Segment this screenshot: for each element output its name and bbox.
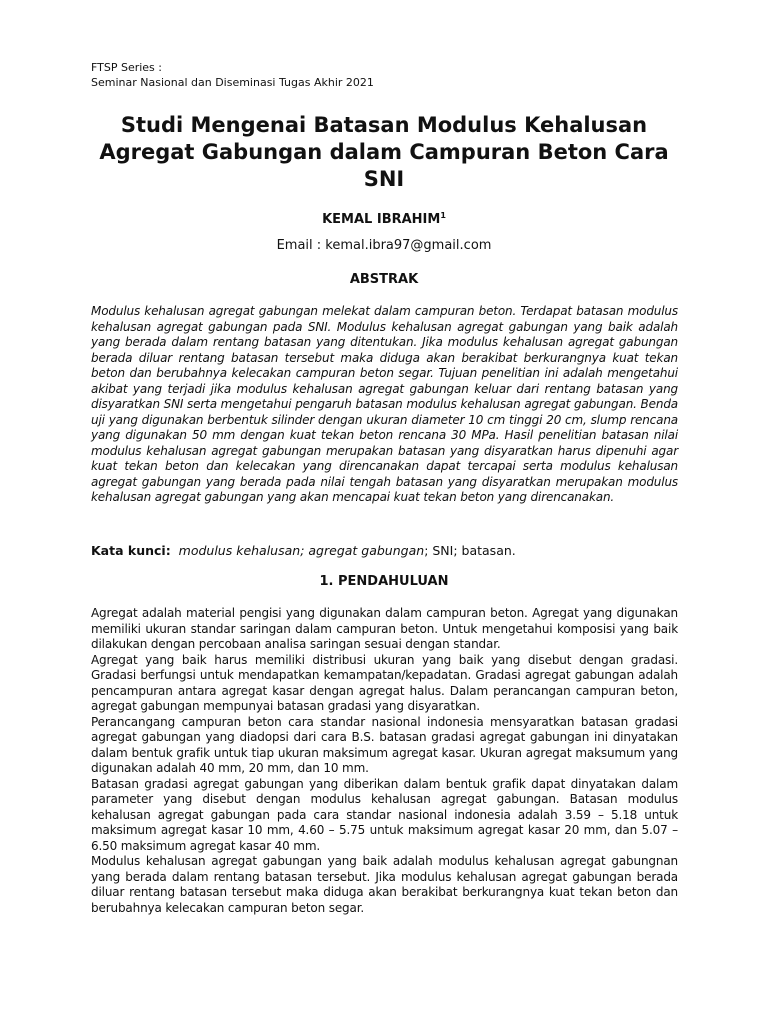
author-line bbox=[0, 208, 768, 228]
series-header bbox=[91, 60, 374, 90]
keywords-label: Kata kunci: bbox=[91, 543, 171, 558]
seminar-name: Seminar Nasional dan Diseminasi Tugas Akhir 2021 bbox=[91, 76, 374, 89]
intro-paragraph: Agregat yang baik harus memiliki distribusi ukuran yang baik yang disebut dengan gradasi. Gradasi berfungsi untuk mendapatkan kemampatan/kepadatan. Gradasi agregat gabungan adalah pencampuran antara agregat kasar dengan agregat halus. Dalam perancangan campuran beton, agregat gabungan mempunyai batasan gradasi yang disyaratkan. bbox=[91, 652, 678, 713]
section-heading-introduction: 1. PENDAHULUAN bbox=[319, 574, 449, 589]
series-label: FTSP Series : bbox=[91, 61, 162, 74]
keywords-italic-terms: modulus kehalusan; agregat gabungan bbox=[178, 543, 425, 558]
introduction-body bbox=[91, 606, 678, 916]
author-name: KEMAL IBRAHIM bbox=[322, 212, 441, 227]
intro-paragraph: Batasan gradasi agregat gabungan yang diberikan dalam bentuk grafik dapat dinyatakan dalam parameter yang disebut dengan modulus kehalusan agregat gabungan. Batasan modulus kehalusan agregat gabungan pada cara standar nasional indonesia adalah 3.59 – 5.18 untuk maksimum agregat kasar 10 mm, 4.60 – 5.75 untuk maksimum agregat kasar 20 mm, dan 5.07 – 6.50 maksimum agregat kasar 40 mm. bbox=[91, 776, 678, 853]
intro-paragraph: Perancangang campuran beton cara standar nasional indonesia mensyaratkan batasan gradasi agregat gabungan yang diadopsi dari cara B.S. batasan gradasi agregat gabungan ini dinyatakan dalam bentuk grafik untuk tiap ukuran maksimum agregat kasar. Ukuran agregat maksumum yang digunakan adalah 40 mm, 20 mm, dan 10 mm. bbox=[91, 714, 678, 775]
intro-paragraph: Agregat adalah material pengisi yang digunakan dalam campuran beton. Agregat yang digunakan memiliki ukuran standar saringan dalam campuran beton. Untuk mengetahui komposisi yang baik dilakukan dengan percobaan analisa saringan sesuai dengan standar. bbox=[91, 606, 678, 651]
keywords-line bbox=[91, 543, 691, 559]
abstract-heading: ABSTRAK bbox=[349, 272, 419, 287]
keywords-plain-terms: ; SNI; batasan. bbox=[424, 543, 516, 558]
paper-title: Studi Mengenai Batasan Modulus Kehalusan Agregat Gabungan dalam Campuran Beton Cara SNI bbox=[99, 113, 669, 191]
author-email: Email : kemal.ibra97@gmail.com bbox=[276, 238, 492, 253]
abstract-text: Modulus kehalusan agregat gabungan melekat dalam campuran beton. Terdapat batasan modulus kehalusan agregat gabungan pada SNI. Modulus kehalusan agregat gabungan yang baik adalah yang berada dalam rentang batasan yang ditentukan. Jika modulus kehalusan agregat gabungan berada diluar rentang batasan tersebut maka diduga akan berakibat berkurangnya kuat tekan beton dan berubahnya kelecakan campuran beton segar. Tujuan penelitian ini adalah mengetahui akibat yang terjadi jika modulus kehalusan agregat gabungan keluar dari rentang batasan yang disyaratkan SNI serta mengetahui pengaruh batasan modulus kehalusan agregat gabungan. Benda uji yang digunakan berbentuk silinder dengan ukuran diameter 10 cm tinggi 20 cm, slump rencana yang digunakan 50 mm dengan kuat tekan beton rencana 30 MPa. Hasil penelitian batasan nilai modulus kehalusan agregat gabungan merupakan batasan yang disyaratkan harus dipenuhi agar kuat tekan beton dan kelecakan yang direncanakan dapat tercapai serta modulus kehalusan agregat gabungan yang berada pada nilai tengah batasan yang disyaratkan merupakan modulus kehalusan agregat gabungan yang akan mencapai kuat tekan beton yang direncanakan. bbox=[91, 304, 678, 504]
intro-paragraph: Modulus kehalusan agregat gabungan yang baik adalah modulus kehalusan agregat gabungnan yang berada dalam rentang batasan tersebut. Jika modulus kehalusan agregat gabungan berada diluar rentang batasan tersebut maka diduga akan berakibat berkurangnya kuat tekan beton dan berubahnya kelecakan campuran beton segar. bbox=[91, 854, 678, 915]
author-affiliation-mark: 1 bbox=[440, 211, 446, 220]
